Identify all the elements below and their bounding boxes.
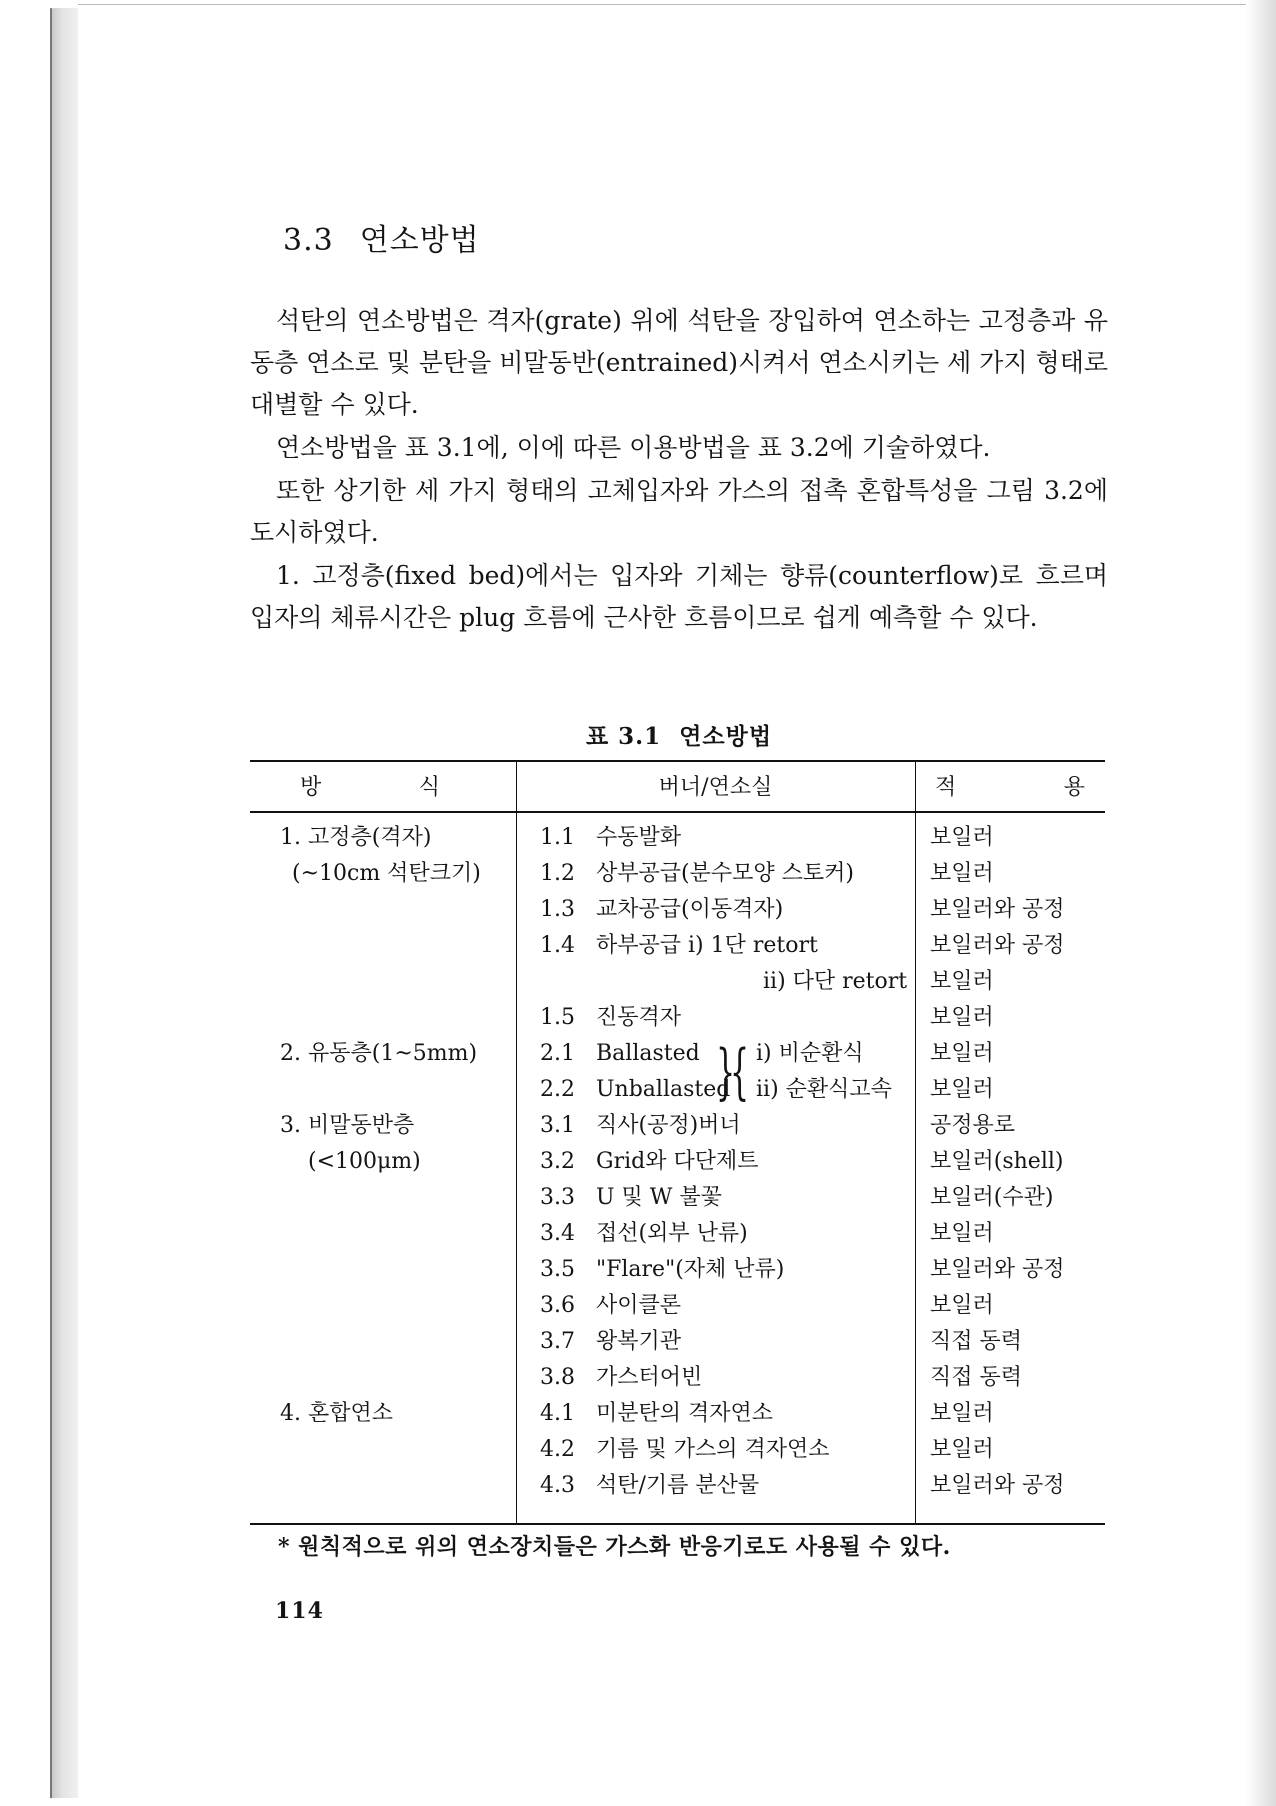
application-cell: 보일러 (930, 1005, 994, 1030)
method-cell: 3. 비말동반층 (280, 1113, 415, 1138)
method-cell: (<100μm) (308, 1149, 421, 1174)
section-heading (283, 215, 480, 259)
table-column-divider (516, 762, 517, 1523)
group-brace-close: } (716, 1037, 736, 1107)
table-caption (250, 718, 1108, 751)
burner-cell: 1.4 하부공급 i) 1단 retort (540, 933, 818, 958)
header-application: 적 용 (935, 775, 1085, 800)
paragraph-2: 연소방법을 표 3.1에, 이에 따른 이용방법을 표 3.2에 기술하였다. (276, 433, 991, 462)
table-top-rule (250, 760, 1105, 762)
burner-column (540, 820, 910, 1504)
paragraph-1: 석탄의 연소방법은 격자(grate) 위에 석탄을 장입하여 연소하는 고정층과 유동층 연소로 및 분탄을 비말동반(entrained)시켜서 연소시키는 세 가지 형태로 대별할 수 있다. (250, 306, 1108, 419)
method-column (280, 820, 510, 1504)
burner-cell: 1.2 상부공급(분수모양 스토커) (540, 861, 854, 886)
application-cell: 보일러와 공정 (930, 897, 1065, 922)
method-cell: 4. 혼합연소 (280, 1401, 393, 1426)
method-cell (280, 1432, 510, 1468)
combustion-methods-table (250, 758, 1105, 1526)
application-cell: 보일러 (930, 1437, 994, 1462)
burner-cell: 3.7 왕복기관 (540, 1329, 682, 1354)
burner-cell: 3.6 사이클론 (540, 1293, 682, 1318)
application-cell: 보일러 (930, 1041, 994, 1066)
burner-cell: ii) 다단 retort (763, 969, 908, 994)
application-cell: 보일러(수관) (930, 1185, 1054, 1210)
method-cell: 1. 고정층(격자) (280, 825, 432, 850)
burner-cell: 2.1 Ballasted i) 비순환식 (540, 1041, 864, 1066)
application-column (930, 820, 1100, 1504)
section-title: 연소방법 (359, 223, 480, 258)
burner-cell: 3.3 U 및 W 불꽃 (540, 1185, 722, 1210)
page-number: 114 (275, 1598, 324, 1624)
paragraph-3: 또한 상기한 세 가지 형태의 고체입자와 가스의 접촉 혼합특성을 그림 3.2에 도시하였다. (250, 476, 1108, 547)
fluidized-bed-group (540, 1036, 910, 1108)
application-cell: 보일러 (930, 1221, 994, 1246)
application-cell: 보일러 (930, 861, 994, 886)
method-cell: (~10cm 석탄크기) (292, 861, 481, 886)
burner-cell: 1.3 교차공급(이동격자) (540, 897, 784, 922)
section-number: 3.3 (283, 223, 334, 258)
application-cell: 보일러(shell) (930, 1149, 1064, 1174)
burner-cell: 3.1 직사(공정)버너 (540, 1113, 741, 1138)
burner-cell: 3.4 접선(외부 난류) (540, 1221, 748, 1246)
method-cell: 2. 유동층(1~5mm) (280, 1041, 478, 1066)
paragraph-4: 1. 고정층(fixed bed)에서는 입자와 기체는 향류(counterflow)로 흐르며 입자의 체류시간은 plug 흐름에 근사한 흐름이므로 쉽게 예측할 수 있다. (250, 561, 1108, 632)
burner-cell: 2.2 Unballasted ii) 순환식고속 (540, 1077, 892, 1102)
burner-cell: 4.3 석탄/기름 분산물 (540, 1473, 760, 1498)
application-cell: 보일러와 공정 (930, 1257, 1065, 1282)
burner-cell: 3.2 Grid와 다단제트 (540, 1149, 759, 1174)
method-cell (280, 1252, 510, 1288)
table-header-rule (250, 811, 1105, 813)
table-footnote: * 원칙적으로 위의 연소장치들은 가스화 반응기로도 사용될 수 있다. (278, 1534, 951, 1560)
application-cell: 직접 동력 (930, 1329, 1023, 1354)
burner-cell: 4.2 기름 및 가스의 격자연소 (540, 1437, 830, 1462)
burner-cell: 3.5 "Flare"(자체 난류) (540, 1257, 785, 1282)
method-cell (280, 1072, 510, 1108)
table-caption-number: 표 3.1 (585, 723, 662, 750)
table-column-divider (915, 762, 916, 1523)
table-caption-title: 연소방법 (679, 723, 773, 750)
page-edge-shadow (1246, 0, 1276, 1806)
method-cell (280, 1360, 510, 1396)
method-cell (280, 964, 510, 1000)
group-brace-open: { (730, 1037, 750, 1107)
burner-cell: 4.1 미분탄의 격자연소 (540, 1401, 774, 1426)
table-bottom-rule (250, 1523, 1105, 1525)
header-burner: 버너/연소실 (658, 775, 773, 800)
method-cell (280, 1468, 510, 1504)
method-cell (280, 928, 510, 964)
method-cell (280, 1000, 510, 1036)
burner-cell: 3.8 가스터어빈 (540, 1365, 703, 1390)
burner-cell: 1.1 수동발화 (540, 825, 682, 850)
application-cell: 직접 동력 (930, 1365, 1023, 1390)
method-cell (280, 892, 510, 928)
method-cell (280, 1216, 510, 1252)
application-cell: 보일러 (930, 1293, 994, 1318)
application-cell: 보일러와 공정 (930, 933, 1065, 958)
application-cell: 보일러 (930, 825, 994, 850)
application-cell: 보일러 (930, 1077, 994, 1102)
method-cell (280, 1324, 510, 1360)
application-cell: 보일러와 공정 (930, 1473, 1065, 1498)
application-cell: 공정용로 (930, 1113, 1016, 1138)
method-cell (280, 1180, 510, 1216)
application-cell: 보일러 (930, 1401, 994, 1426)
header-method: 방 식 (300, 775, 440, 800)
method-cell (280, 1288, 510, 1324)
burner-cell: 1.5 진동격자 (540, 1005, 682, 1030)
application-cell: 보일러 (930, 969, 994, 994)
